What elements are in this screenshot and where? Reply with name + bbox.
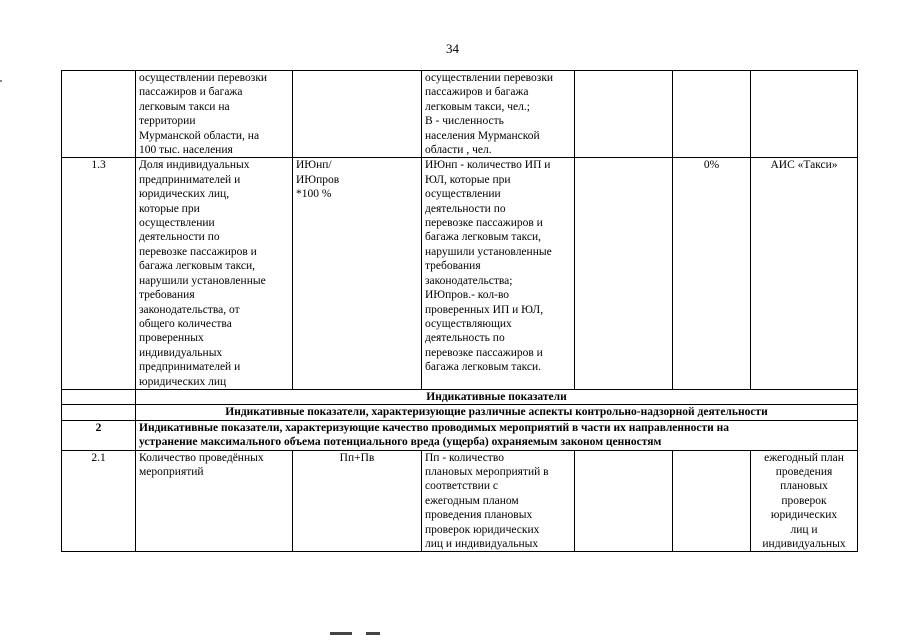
table-row-1-3 [62,158,858,390]
cell-method [422,71,575,158]
cell-indicator-name [136,158,293,390]
text-line: ежегодным планом [425,494,519,507]
cell-empty [575,158,673,390]
text-line: Мурманской области, на [139,129,260,142]
text-line: Количество проведённых [139,451,264,464]
text-line: проверенных ИП и ЮЛ, [425,303,544,316]
cell-source [751,450,858,552]
cell-formula [293,158,422,390]
cell-empty [575,71,673,158]
text-line: пассажиров и багажа [139,86,243,99]
cell-target [673,450,751,552]
text-line: деятельность по [425,332,505,345]
text-line: багажа легковым такси, [139,260,256,273]
text-line: пассажиров и багажа [425,86,529,99]
text-line: Пп - количество [425,451,504,464]
text-line: территории [139,115,196,128]
cell-method [422,450,575,552]
table-row-2 [62,420,858,450]
cell-formula [293,71,422,158]
text-line: легковым такси на [139,100,230,113]
cell-source: АИС «Такси» [751,158,858,390]
page-number: 34 [446,41,459,56]
text-line: проведения плановых [425,509,533,522]
text-line: легковым такси, чел.; [425,100,530,113]
scan-artifact [366,632,380,635]
text-line: перевозке пассажиров и [425,346,543,359]
text-line: нарушили установленные [139,274,266,287]
cell-formula: Пп+Пв [293,450,422,552]
cell-num [62,405,136,420]
text-line: плановых [780,480,828,493]
text-line: законодательства, от [139,303,240,316]
text-line: багажа легковым такси, [425,231,542,244]
cell-num [62,389,136,404]
text-line: 100 тыс. населения [139,144,233,157]
cell-empty [575,450,673,552]
text-line: осуществлении [139,217,215,230]
text-line: Индикативные показатели, характеризующие качество проводимых мероприятий в части их направленности на [139,421,730,434]
text-line: Доля индивидуальных [139,159,250,172]
text-line: индивидуальных [762,538,846,550]
text-line: требования [425,260,481,273]
text-line: деятельности по [425,202,506,215]
text-line: юридических лиц [139,375,227,388]
text-line: перевозке пассажиров и [425,217,543,230]
text-line: требования [139,289,195,302]
text-line: осуществлении перевозки [139,72,268,84]
text-line: устранение максимального объема потенциального вреда (ущерба) охраняемым законом ценностям [139,436,662,449]
cell-source [751,71,858,158]
cell-target [673,71,751,158]
table-row-section [62,389,858,404]
text-line: ИЮпров [296,173,340,186]
group-heading [136,420,858,450]
text-line: предпринимателей и [139,173,241,186]
text-line: населения Мурманской [425,129,540,142]
text-line: осуществлении перевозки [425,72,554,84]
text-line: законодательства; [425,274,513,287]
cell-num: 1.3 [62,158,136,390]
section-heading: Индикативные показатели [136,389,858,404]
table-row-2-1 [62,450,858,552]
text-line: ежегодный план [764,451,844,464]
text-line: индивидуальных [139,346,223,359]
subsection-heading: Индикативные показатели, характеризующие различные аспекты контрольно-надзорной деятельности [136,405,858,420]
text-line: которые при [139,202,200,215]
text-line: проверенных [139,332,204,345]
text-line: деятельности по [139,231,220,244]
cell-num: 2 [62,420,136,450]
cell-num: 2.1 [62,450,136,552]
text-line: проведения [775,465,833,478]
text-line: осуществлении [425,188,501,201]
text-line: лиц и [790,523,818,536]
text-line: проверок [781,494,827,507]
cell-indicator-name [136,450,293,552]
text-line: юридических [770,509,838,522]
scan-artifact [330,632,352,635]
table-row-continuation [62,71,858,158]
text-line: В - численность [425,115,504,128]
text-line: соответствии с [425,480,498,493]
text-line: ИЮпров.- кол-во [425,289,510,302]
text-line: осуществляющих [425,317,512,330]
cell-target: 0% [673,158,751,390]
scan-artifact [0,80,2,82]
text-line: общего количества [139,317,232,330]
cell-indicator-name [136,71,293,158]
cell-num [62,71,136,158]
indicators-table [61,70,858,552]
text-line: *100 % [296,188,332,201]
table-row-subsection [62,405,858,420]
text-line: лиц и индивидуальных [425,538,539,550]
text-line: плановых мероприятий в [425,465,549,478]
text-line: багажа легковым такси. [425,361,542,374]
text-line: ЮЛ, которые при [425,173,511,186]
cell-method [422,158,575,390]
text-line: нарушили установленные [425,245,552,258]
text-line: ИЮнп/ [296,159,332,172]
text-line: ИЮнп - количество ИП и [425,159,551,172]
text-line: юридических лиц, [139,188,230,201]
text-line: области , чел. [425,144,492,157]
text-line: предпринимателей и [139,361,241,374]
text-line: перевозке пассажиров и [139,245,257,258]
text-line: проверок юридических [425,523,540,536]
text-line: мероприятий [139,465,204,478]
